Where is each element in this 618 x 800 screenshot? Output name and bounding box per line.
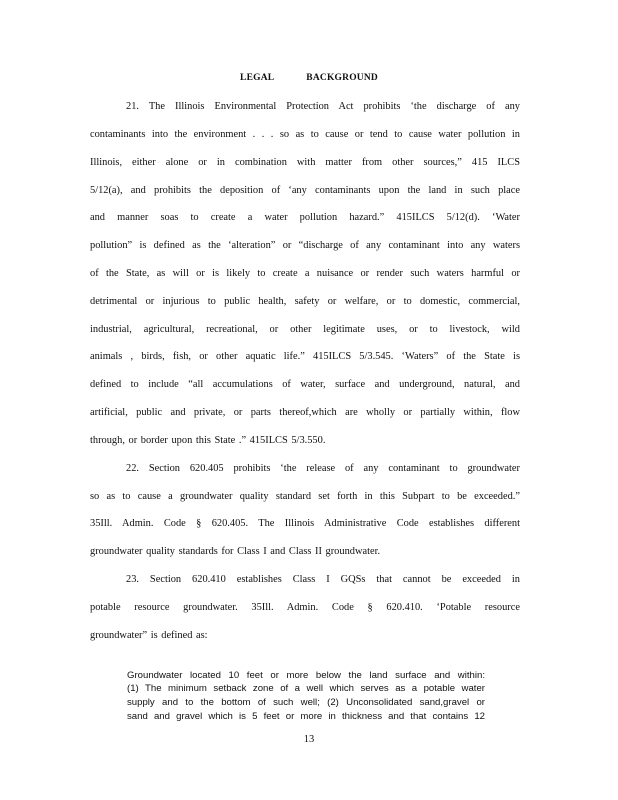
paragraph-23-line: groundwater” is defined as: [90,630,208,641]
block-quote-line: supply and to the bottom of such well; (2) Unconsolidated sand,gravel or [127,697,485,708]
paragraph-21-line: contaminants into the environment . . . so as to cause or tend to cause water pollution in [90,129,520,140]
paragraph-21-line: through, or border upon this State .” 415ILCS 5/3.550. [90,435,326,446]
paragraph-21-line: artificial, public and private, or parts thereof,which are wholly or partially within, flow [90,407,520,418]
paragraph-21-line: pollution” is defined as the ‘alteration” or “discharge of any contaminant into any waters [90,240,520,251]
paragraph-21-line: detrimental or injurious to public health, safety or welfare, or to domestic, commercial, [90,296,520,307]
paragraph-21-line: of the State, as will or is likely to create a nuisance or render such waters harmful or [90,268,520,279]
paragraph-23-line: potable resource groundwater. 35Ill. Admin. Code § 620.410. ‘Potable resource [90,602,520,613]
paragraph-22-line: so as to cause a groundwater quality standard set forth in this Subpart to be exceeded.” [90,491,520,502]
paragraph-21-line: animals , birds, fish, or other aquatic life.” 415ILCS 5/3.545. ‘Waters” of the State is [90,351,520,362]
paragraph-21-line: 21. The Illinois Environmental Protection Act prohibits ‘the discharge of any [126,101,520,112]
block-quote-line: Groundwater located 10 feet or more below the land surface and within: [127,670,485,681]
block-quote-line: (1) The minimum setback zone of a well which serves as a potable water [127,683,485,694]
paragraph-21-line: industrial, agricultural, recreational, or other legitimate uses, or to livestock, wild [90,324,520,335]
heading-word-background: BACKGROUND [306,73,378,83]
section-heading [0,73,618,83]
paragraph-21-line: 5/12(a), and prohibits the deposition of ‘any contaminants upon the land in such place [90,185,520,196]
paragraph-22-line: 22. Section 620.405 prohibits ‘the release of any contaminant to groundwater [126,463,520,474]
block-quote-line: sand and gravel which is 5 feet or more in thickness and that contains 12 [127,711,485,722]
paragraph-21-line: and manner soas to create a water pollution hazard.” 415ILCS 5/12(d). ‘Water [90,212,520,223]
paragraph-23-line: 23. Section 620.410 establishes Class I GQSs that cannot be exceeded in [126,574,520,585]
paragraph-21-line: Illinois, either alone or in combination with matter from other sources,” 415 ILCS [90,157,520,168]
page-number: 13 [303,734,315,745]
paragraph-22-line: groundwater quality standards for Class I and Class II groundwater. [90,546,381,557]
paragraph-21-line: defined to include “all accumulations of water, surface and underground, natural, and [90,379,520,390]
paragraph-22-line: 35Ill. Admin. Code § 620.405. The Illinois Administrative Code establishes different [90,518,520,529]
heading-word-legal: LEGAL [240,73,275,83]
